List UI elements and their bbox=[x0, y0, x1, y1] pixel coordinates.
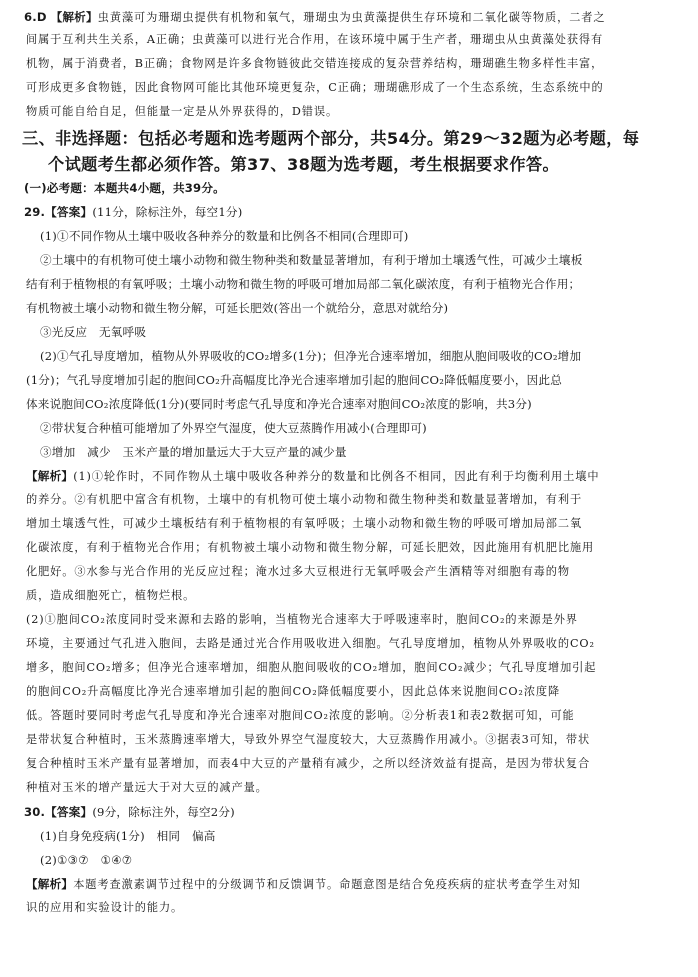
q30-answer-line-2: (2)①③⑦ ①④⑦ bbox=[40, 853, 133, 867]
q30-analysis-line-2: 识的应用和实验设计的能力。 bbox=[26, 901, 184, 914]
q30-answer-tag: 【答案】 bbox=[45, 805, 93, 819]
q29-answer-line-9: ②带状复合种植可能增加了外界空气湿度，使大豆蒸腾作用减小(合理即可) bbox=[40, 421, 427, 435]
q29-analysis-line-14: 种植对玉米的增产量远大于对大豆的减产量。 bbox=[26, 781, 268, 794]
q29-answer-line-6: (2)①气孔导度增加，植物从外界吸收的CO₂增多(1分)；但净光合速率增加，细胞从胞间吸收的CO₂增加 bbox=[40, 349, 582, 363]
q29-analysis-line-3: 增加土壤透气性，可减少土壤板结有利于植物根的有氧呼吸；土壤小动物和微生物的呼吸可增加局部二氧 bbox=[26, 517, 583, 530]
q29-analysis-line-4: 化碳浓度，有利于植物光合作用；有机物被土壤小动物和微生物分解，可延长肥效，因此施用有机肥比施用 bbox=[26, 541, 595, 554]
q29-analysis-line-13: 复合种植时玉米产量有显著增加，而表4中大豆的产量稍有减少，之所以经济效益有提高，是因为带状复合 bbox=[26, 757, 591, 770]
q29-answer-line-2: ②土壤中的有机物可使土壤小动物和微生物种类和数量显著增加，有利于增加土壤透气性，可减少土壤板 bbox=[40, 253, 583, 267]
q30-score-note: (9分，除标注外，每空2分) bbox=[92, 805, 235, 819]
q29-answer-line-3: 结有利于植物根的有氧呼吸；土壤小动物和微生物的呼吸可增加局部二氧化碳浓度，有利于植物光合作用； bbox=[26, 277, 581, 291]
q29-number: 29. bbox=[24, 205, 46, 219]
q30-answer-line-1: (1)自身免疫病(1分) 相同 偏高 bbox=[40, 829, 216, 843]
subsection-heading: (一)必考题：本题共4小题，共39分。 bbox=[24, 181, 225, 195]
q29-analysis-line-5: 化肥好。③水参与光合作用的光反应过程；淹水过多大豆根进行无氧呼吸会产生酒精等对细胞有毒的物 bbox=[26, 565, 570, 578]
q29-analysis-line-12: 是带状复合种植时，玉米蒸腾速率增大，导致外界空气湿度较大，大豆蒸腾作用减小。③据表3可知，带状 bbox=[26, 733, 591, 746]
q6-line-1 bbox=[0, 9, 698, 26]
q29-answer-line-10: ③增加 减少 玉米产量的增加量远大于大豆产量的减少量 bbox=[40, 445, 347, 459]
q30-analysis-line-1 bbox=[26, 876, 690, 893]
q29-answer-line-8: 体来说胞间CO₂浓度降低(1分)(要同时考虑气孔导度和净光合速率对胞间CO₂浓度的影响，共3分) bbox=[26, 397, 532, 411]
q29-analysis-tag: 【解析】 bbox=[26, 469, 74, 483]
q29-analysis-line-6: 质，造成细胞死亡，植物烂根。 bbox=[26, 589, 196, 602]
q6-line-2: 间属于互利共生关系，A正确；虫黄藻可以进行光合作用，在该环境中属于生产者，珊瑚虫从虫黄藻处获得有 bbox=[26, 33, 604, 46]
q30-analysis-tag: 【解析】 bbox=[26, 877, 74, 891]
q29-answer-tag: 【答案】 bbox=[45, 205, 93, 219]
q30-header bbox=[24, 804, 684, 820]
q29-analysis-line-2: 的养分。②有机肥中富含有机物，土壤中的有机物可使土壤小动物和微生物种类和数量显著增加，有利于 bbox=[26, 493, 583, 506]
q6-text-1: 虫黄藻可为珊瑚虫提供有机物和氧气，珊瑚虫为虫黄藻提供生存环境和二氧化碳等物质，二者之 bbox=[97, 11, 606, 24]
q6-line-5: 物质可能自给自足，但能量一定是从外界获得的，D错误。 bbox=[26, 105, 339, 118]
q29-answer-line-5: ③光反应 无氧呼吸 bbox=[40, 325, 147, 339]
q29-analysis-line-9: 增多，胞间CO₂增多；但净光合速率增加，细胞从胞间吸收的CO₂增加，胞间CO₂减少；气孔导度增加引起 bbox=[26, 661, 597, 674]
section3-title-line-1: 三、非选择题：包括必考题和选考题两个部分，共54分。第29～32题为必考题，每 bbox=[22, 129, 640, 148]
q29-answer-line-1: (1)①不同作物从土壤中吸收各种养分的数量和比例各不相同(合理即可) bbox=[40, 229, 409, 243]
q29-analysis-line-7: (2)①胞间CO₂浓度同时受来源和去路的影响，当植物光合速率大于呼吸速率时，胞间CO₂的来源是外界 bbox=[26, 613, 578, 626]
q6-line-3: 机物，属于消费者，B正确；食物网是许多食物链彼此交错连接成的复杂营养结构，珊瑚礁生物多样性丰富， bbox=[26, 57, 604, 70]
q6-line-4: 可形成更多食物链，因此食物网可能比其他环境更复杂，C正确；珊瑚礁形成了一个生态系统，生态系统中的 bbox=[26, 81, 604, 94]
q30-analysis-text-1: 本题考查激素调节过程中的分级调节和反馈调节。命题意图是结合免疫疾病的症状考查学生对知 bbox=[73, 878, 581, 891]
q29-analysis-text-1: (1)①轮作时，不同作物从土壤中吸收各种养分的数量和比例各不相同，因此有利于均衡利用土壤中 bbox=[73, 470, 600, 483]
q29-score-note: (11分，除标注外，每空1分) bbox=[92, 205, 243, 219]
q30-number: 30. bbox=[24, 805, 46, 819]
section3-title-line-2: 个试题考生都必须作答。第37、38题为选考题，考生根据要求作答。 bbox=[48, 155, 560, 174]
q29-answer-line-4: 有机物被土壤小动物和微生物分解，可延长肥效(答出一个就给分，意思对就给分) bbox=[26, 301, 449, 315]
q29-header bbox=[24, 204, 684, 220]
q29-analysis-line-11: 低。答题时要同时考虑气孔导度和净光合速率对胞间CO₂浓度的影响。②分析表1和表2数据可知，可能 bbox=[26, 709, 575, 722]
q6-number: 6.D bbox=[24, 10, 47, 24]
q29-analysis-line-10: 的胞间CO₂升高幅度比净光合速率增加引起的胞间CO₂降低幅度要小，因此总体来说胞间CO₂浓度降 bbox=[26, 685, 561, 698]
q6-analysis-tag: 【解析】 bbox=[50, 10, 98, 24]
q29-answer-line-7: (1分)；气孔导度增加引起的胞间CO₂升高幅度比净光合速率增加引起的胞间CO₂降低幅度要小，因此总 bbox=[26, 373, 563, 387]
q29-analysis-line-8: 环境，主要通过气孔进入胞间，去路是通过光合作用吸收进入细胞。气孔导度增加，植物从外界吸收的CO₂ bbox=[26, 637, 595, 650]
q29-analysis-line-1 bbox=[26, 468, 690, 485]
